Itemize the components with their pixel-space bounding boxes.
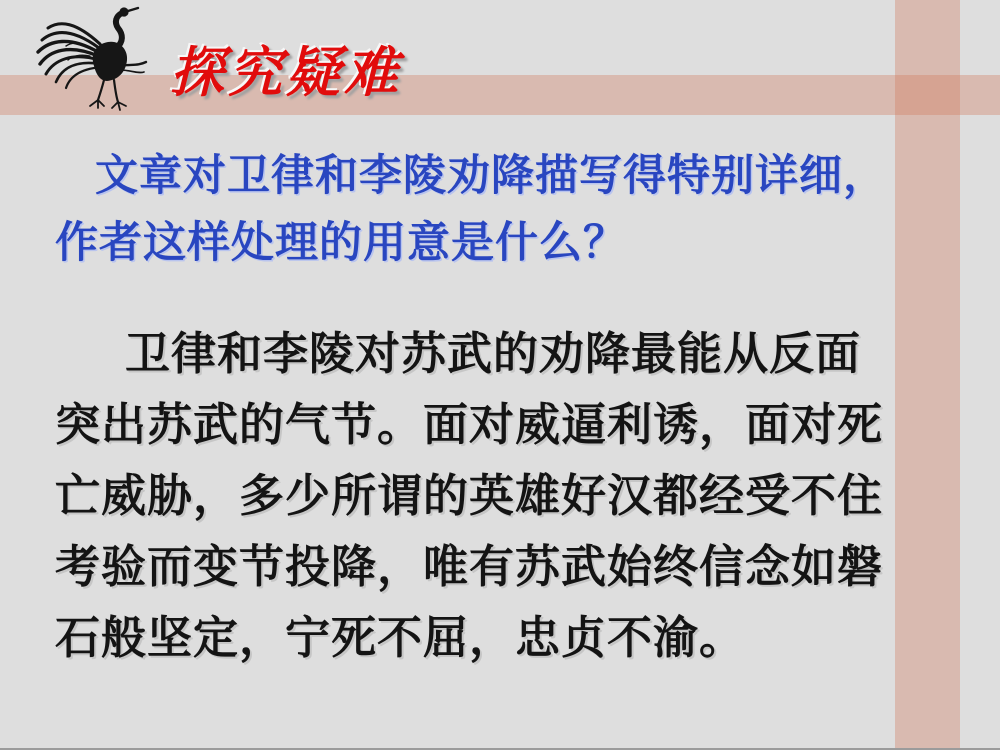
question-line-2: 作者这样处理的用意是什么？ bbox=[55, 220, 627, 267]
slide-title: 探究疑难 bbox=[170, 43, 402, 103]
answer-line-2: 突出苏武的气节。面对威逼利诱，面对死 bbox=[55, 399, 884, 450]
swan-ink-icon bbox=[28, 4, 156, 114]
answer-line-1: 卫律和李陵对苏武的劝降最能从反面 bbox=[125, 328, 862, 379]
answer-line-4: 考验而变节投降，唯有苏武始终信念如磐 bbox=[55, 541, 884, 592]
question-paragraph bbox=[55, 143, 925, 277]
answer-line-3: 亡威胁，多少所谓的英雄好汉都经受不住 bbox=[55, 470, 884, 521]
question-line-1: 文章对卫律和李陵劝降描写得特别详细， bbox=[95, 153, 887, 200]
answer-paragraph bbox=[55, 318, 945, 673]
answer-line-5: 石般坚定，宁死不屈，忠贞不渝。 bbox=[55, 612, 746, 663]
